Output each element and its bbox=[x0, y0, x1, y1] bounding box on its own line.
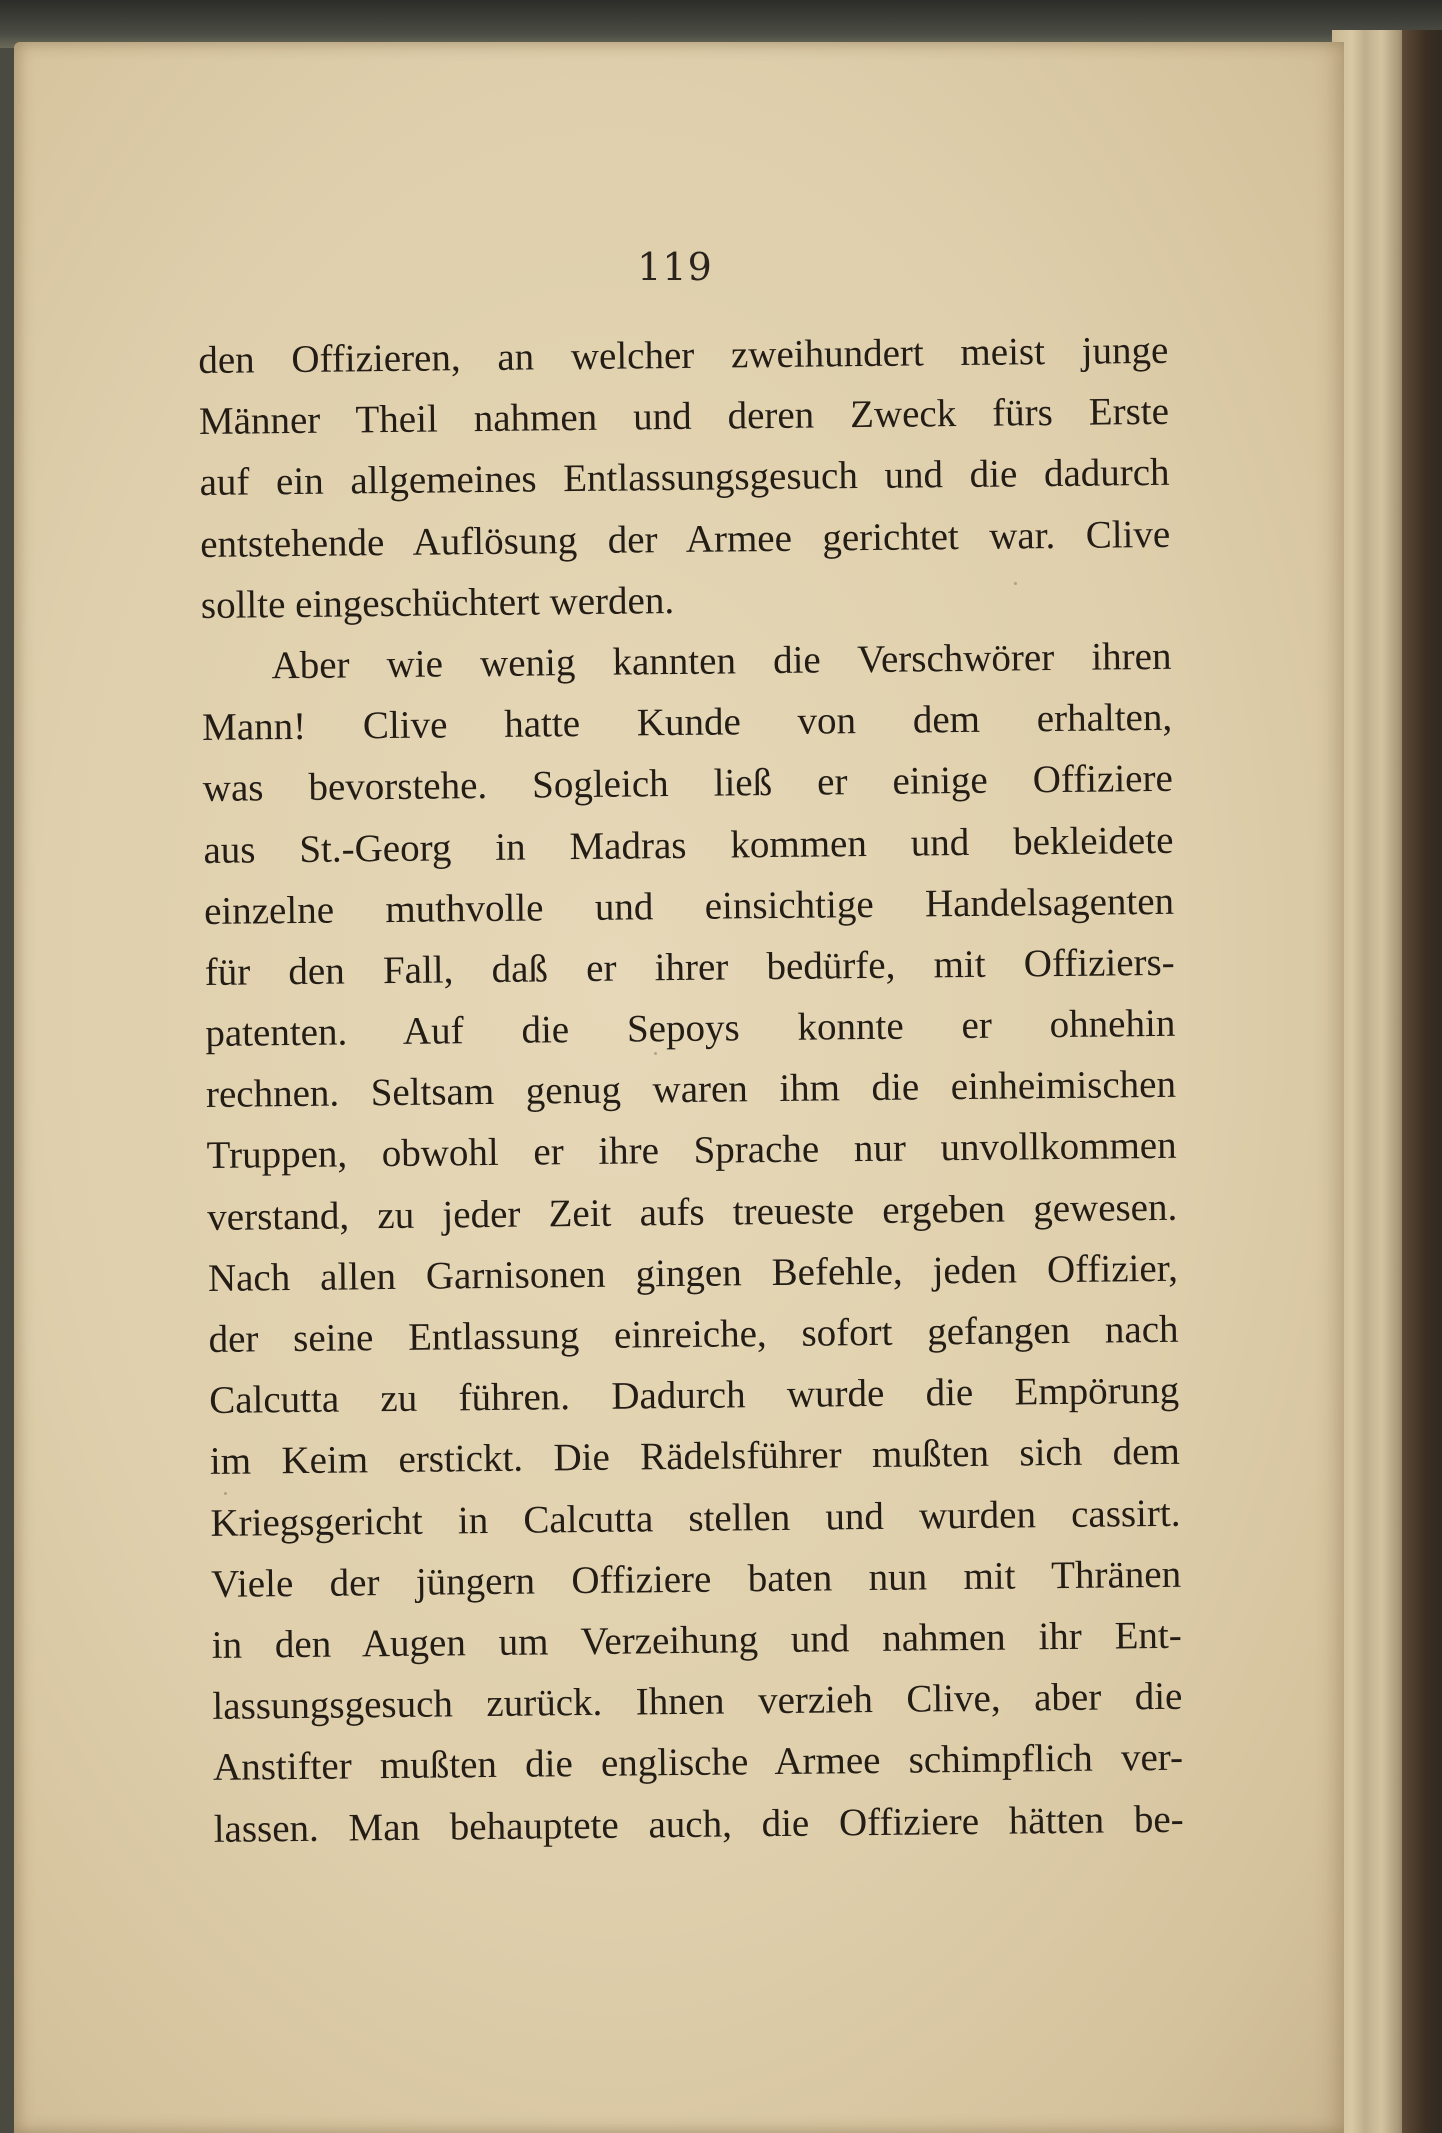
text-line: lassungsgesuch zurück. Ihnen verzieh Clive, aber die bbox=[212, 1674, 1183, 1729]
text-line: in den Augen um Verzeihung und nahmen ihr Ent- bbox=[211, 1613, 1182, 1667]
text-line: aus St.-Georg in Madras kommen und bekleidete bbox=[203, 818, 1174, 872]
book-cover-edge bbox=[0, 0, 1442, 48]
text-line: Männer Theil nahmen und deren Zweck fürs Erste bbox=[198, 390, 1170, 444]
book-spine bbox=[1402, 30, 1442, 2133]
text-line: Calcutta zu führen. Dadurch wurde die Empörung bbox=[208, 1368, 1180, 1423]
text-line: verstand, zu jeder Zeit aufs treueste ergeben gewesen. bbox=[207, 1185, 1178, 1239]
body-text bbox=[198, 320, 1184, 1860]
text-line: der seine Entlassung einreiche, sofort gefangen nach bbox=[208, 1307, 1179, 1361]
text-line: sollte eingeschüchtert werden. bbox=[200, 578, 675, 627]
text-line: Mann! Clive hatte Kunde von dem erhalten, bbox=[201, 695, 1173, 750]
text-line: lassen. Man behauptete auch, die Offiziere hätten be- bbox=[213, 1797, 1184, 1851]
text-line: im Keim erstickt. Die Rädelsführer mußten sich dem bbox=[209, 1430, 1181, 1484]
page-number: 119 bbox=[637, 245, 713, 289]
text-line: rechnen. Seltsam genug waren ihm die einheimischen bbox=[205, 1063, 1177, 1117]
text-line: für den Fall, daß er ihrer bedürfe, mit Offiziers- bbox=[204, 940, 1175, 994]
text-line: Nach allen Garnisonen gingen Befehle, jeden Offizier, bbox=[207, 1246, 1179, 1300]
text-line: Anstifter mußten die englische Armee schimpflich ver- bbox=[212, 1736, 1184, 1790]
text-line: Viele der jüngern Offiziere baten nun mit Thränen bbox=[210, 1552, 1182, 1606]
text-line: entstehende Auflösung der Armee gerichtet war. Clive bbox=[200, 512, 1171, 566]
text-line: Truppen, obwohl er ihre Sprache nur unvollkommen bbox=[206, 1124, 1177, 1178]
text-line: einzelne muthvolle und einsichtige Handelsagenten bbox=[203, 879, 1175, 933]
text-line: auf ein allgemeines Entlassungsgesuch und die dadurch bbox=[199, 451, 1170, 505]
text-line: den Offizieren, an welcher zweihundert meist junge bbox=[198, 328, 1169, 382]
text-line: patenten. Auf die Sepoys konnte er ohnehin bbox=[205, 1001, 1176, 1056]
text-line: Aber wie wenig kannten die Verschwörer ihren bbox=[271, 634, 1172, 688]
paragraph-1 bbox=[198, 320, 1171, 636]
text-line: was bevorstehe. Sogleich ließ er einige Offiziere bbox=[202, 757, 1173, 811]
text-line: Kriegsgericht in Calcutta stellen und wurden cassirt. bbox=[210, 1491, 1181, 1545]
paragraph-2 bbox=[201, 626, 1184, 1860]
